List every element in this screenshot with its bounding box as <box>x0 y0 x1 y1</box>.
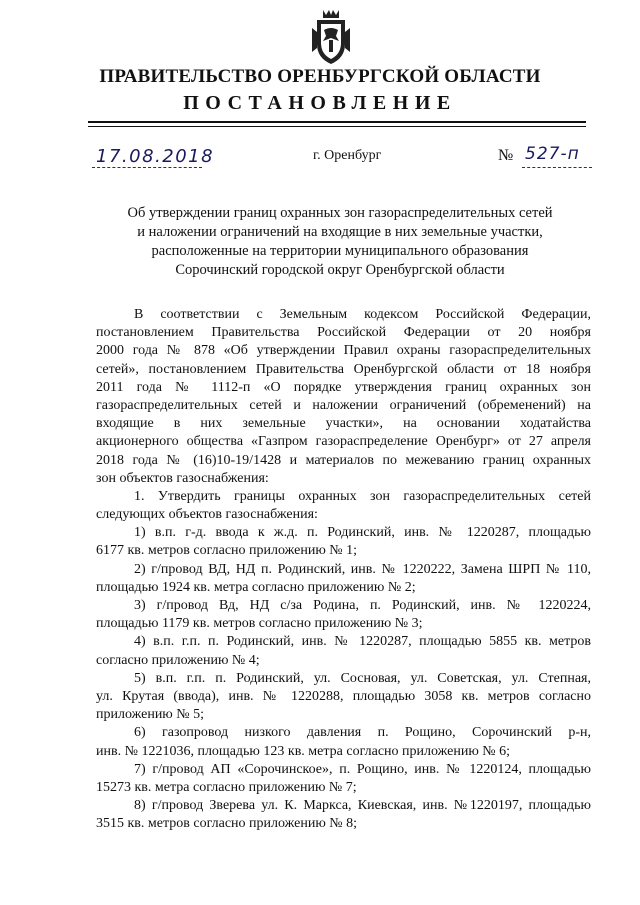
decree-number: 527-п <box>525 144 580 164</box>
body-line: 6177 кв. метров согласно приложению № 1; <box>96 543 358 559</box>
body-line: 5) в.п. г.п. п. Родинский, ул. Сосновая, ул. Советская, ул. Степная, <box>134 670 591 686</box>
body-line: В соответствии с Земельным кодексом Российской Федерации, <box>134 307 591 322</box>
body-line: сетей», постановлением Правительства Оренбургской области от 18 ноября <box>96 361 591 377</box>
body-line: акционерного общества «Газпром газораспределение Оренбург» от 27 апреля <box>96 434 591 450</box>
list-item <box>96 561 591 597</box>
list-item <box>96 597 591 633</box>
decree-body <box>96 306 591 833</box>
coat-of-arms-icon <box>308 8 354 66</box>
header-rule-thin <box>88 126 586 127</box>
body-line: зон объектов газоснабжения: <box>96 470 269 486</box>
body-line: 4) в.п. г.п. п. Родинский, инв. № 1220287, площадью 5855 кв. метров <box>134 634 591 650</box>
body-line: приложению № 5; <box>96 707 205 723</box>
number-underline <box>522 167 592 168</box>
list-item <box>96 797 591 833</box>
decree-date: 17.08.2018 <box>96 146 215 167</box>
list-item <box>96 670 591 725</box>
preamble-paragraph <box>96 306 591 488</box>
title-line: расположенные на территории муниципального образования <box>151 243 529 259</box>
decree-city: г. Оренбург <box>313 148 382 163</box>
body-line: 8) г/провод Зверева ул. К. Маркса, Киевская, инв. №1220197, площадью <box>134 798 591 814</box>
body-line: 3) г/провод Вд, НД с/за Родина, п. Родинский, инв. № 1220224, <box>134 598 591 613</box>
body-line: постановлением Правительства Российской Федерации от 20 ноября <box>96 325 591 341</box>
header-rule-thick <box>88 121 586 123</box>
title-line: Об утверждении границ охранных зон газораспределительных сетей <box>127 205 553 221</box>
list-item <box>96 761 591 797</box>
body-line: газораспределительных сетей и наложении ограничений (обременений) на <box>96 397 591 413</box>
clause-1-paragraph <box>96 488 591 524</box>
body-line: следующих объектов газоснабжения: <box>96 507 318 523</box>
body-line: 6) газопровод низкого давления п. Рощино, Сорочинский р-н, <box>134 725 591 741</box>
list-item <box>96 724 591 760</box>
body-line: 3515 кв. метров согласно приложению № 8; <box>96 816 358 832</box>
body-line: 1. Утвердить границы охранных зон газораспределительных сетей <box>134 488 591 504</box>
body-line: входящие в них земельные участки», на основании ходатайства <box>96 416 591 432</box>
coat-of-arms-emblem <box>308 8 354 66</box>
body-line: 1) в.п. г-д. ввода к ж.д. п. Родинский, инв. № 1220287, площадью <box>134 525 591 541</box>
body-line: 2) г/провод ВД, НД п. Родинский, инв. № 1220222, Замена ШРП № 110, <box>134 561 591 577</box>
body-line: 2011 года № 1112-п «О порядке утверждения границ охранных зон <box>96 379 591 395</box>
list-item <box>96 633 591 669</box>
body-line: инв. № 1221036, площадью 123 кв. метра согласно приложению № 6; <box>96 743 511 759</box>
decree-title <box>90 204 590 280</box>
document-type-heading: ПОСТАНОВЛЕНИЕ <box>183 92 457 114</box>
number-label: № <box>498 147 514 164</box>
body-line: 2018 года № (16)10-19/1428 и материалов по межеванию границ охранных <box>96 452 591 468</box>
body-line: 2000 года № 878 «Об утверждении Правил охраны газораспределительных <box>96 343 591 359</box>
date-underline <box>92 167 202 168</box>
list-item <box>96 524 591 560</box>
government-heading: ПРАВИТЕЛЬСТВО ОРЕНБУРГСКОЙ ОБЛАСТИ <box>99 66 541 87</box>
body-line: согласно приложению № 4; <box>96 652 260 668</box>
body-line: 7) г/провод АП «Сорочинское», п. Рощино, инв. № 1220124, площадью <box>134 761 591 777</box>
title-line: и наложении ограничений на входящие в них земельные участки, <box>137 224 543 240</box>
title-line: Сорочинский городской округ Оренбургской области <box>175 262 505 278</box>
body-line: площадью 1179 кв. метров согласно приложению № 3; <box>96 616 423 632</box>
body-line: 15273 кв. метра согласно приложению № 7; <box>96 779 357 795</box>
body-line: площадью 1924 кв. метра согласно приложению № 2; <box>96 579 416 595</box>
body-line: ул. Крутая (ввода), инв. № 1220288, площадью 3058 кв. метров согласно <box>96 688 591 704</box>
